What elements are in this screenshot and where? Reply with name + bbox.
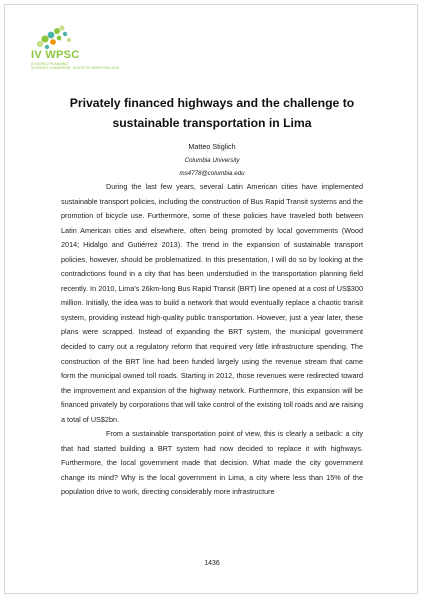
body-paragraph: From a sustainable transportation point of view, this is clearly a setback: a city that had started building a BRT system had now decided to replace it with highways. Furthermore, the local government made that decision. What made the city government change its mind? Why is the local government in Lima, a city where less than 15% of the population drive to work, directing considerably more infrastructure	[61, 429, 363, 497]
author-affiliation: Columbia University	[184, 157, 240, 164]
logo-subtitle-line2: SCHOOLS CONGRESS	[31, 66, 71, 70]
author-name: Matteo Stiglich	[188, 142, 236, 151]
logo-emblem-icon	[31, 20, 101, 52]
logo-title: IV WPSC	[31, 49, 80, 61]
paper-title: Privately financed highways and the challenge to sustainable transportation in Lima	[69, 96, 355, 130]
congress-logo	[31, 20, 151, 70]
page-number: 1436	[204, 560, 220, 567]
logo-tagline: SOUTH OF NORTH RIO 2016	[73, 66, 119, 70]
body-paragraph: During the last few years, several Latin American cities have implemented sustainable transport policies, including the construction of Bus Rapid Transit systems and the promotion of bicycle use. Furthermore, some of these policies have traveled both between Latin American cities and elsewhere, often being promoted by local governments (Wood 2014; Hidalgo and Gutiérrez 2013). The trend in the expansion of sustainable transport policies, however, should be problematized. In this presentation, I will do so by looking at the contradictions found in a city that has been understudied in the transportation planning field recently. In 2010, Lima's 26km-long Bus Rapid Transit (BRT) line opened at a cost of US$300 million. Initially, the idea was to build a network that would eventually replace a chaotic transit system, providing instead high-quality public transportation. However, just a year later, these plans were scrapped. Instead of expanding the BRT system, the municipal government decided to carry out a regulatory reform that required very little infrastructure spending. The construction of the BRT line had been funded largely using the revenue stream that came form the municipal owned toll roads. Starting in 2012, those revenues were redirected toward the improvement and expansion of the highway network. Furthermore, this expansion will be financed privately by corporations that will take control of the existing toll roads and are raising a total of US$2bn.	[61, 182, 363, 424]
paper-body	[61, 180, 363, 500]
author-email: ms4778@columbia.edu	[179, 170, 245, 177]
logo-subtitle	[31, 62, 71, 70]
logo-subtitle-line1: IV WORLD PLANNING	[31, 62, 69, 66]
